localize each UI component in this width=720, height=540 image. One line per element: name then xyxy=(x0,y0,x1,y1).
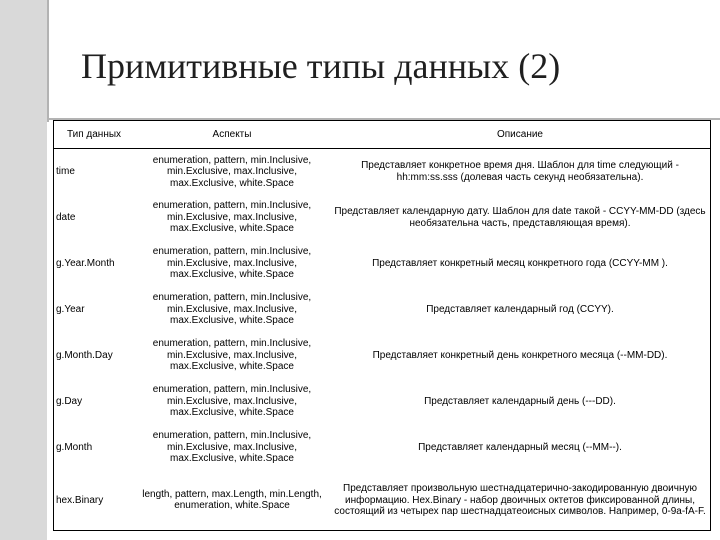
table-row xyxy=(54,471,711,531)
description-cell: Представляет календарную дату. Шаблон для date такой - CCYY-MM-DD (здесь необязательна часть, представляющая время). xyxy=(334,206,706,229)
type-name-cell: time xyxy=(56,166,75,177)
type-name-cell: hex.Binary xyxy=(56,494,104,506)
table-row xyxy=(54,149,711,195)
header-type: Тип данных xyxy=(54,121,135,149)
type-name-cell: g.Year.Month xyxy=(56,257,115,269)
description-cell: Представляет конкретный день конкретного месяца (--MM-DD). xyxy=(372,349,668,361)
description-cell: Представляет произвольную шестнадцатерично-закодированную двоичную информацию. Hex.Binary - набор двоичных октетов фиксированной длины, состоящий из четырех пар шестнадцатеоисных символов. Например, 0-9a-fA-F. xyxy=(334,483,706,517)
table-row xyxy=(54,195,711,241)
table-header-row xyxy=(54,121,711,149)
type-name-cell: g.Year xyxy=(56,303,85,315)
header-description: Описание xyxy=(330,121,711,149)
aspects-cell: enumeration, pattern, min.Inclusive, min.Exclusive, max.Inclusive, max.Exclusive, white.Space xyxy=(152,338,312,373)
table-row xyxy=(54,287,711,333)
type-name-cell: g.Day xyxy=(56,395,83,407)
slide-title: Примитивные типы данных (2) xyxy=(81,46,561,86)
primitive-types-table xyxy=(53,120,711,531)
table-row xyxy=(54,379,711,425)
type-name-cell: date xyxy=(56,211,76,223)
description-cell: Представляет календарный месяц (--MM--). xyxy=(418,441,622,453)
description-cell: Представляет конкретный месяц конкретного года (CCYY-MM ). xyxy=(372,257,668,269)
aspects-cell: enumeration, pattern, min.Inclusive, min.Exclusive, max.Inclusive, max.Exclusive, white.Space xyxy=(152,384,312,419)
aspects-cell: enumeration, pattern, min.Inclusive, min.Exclusive, max.Inclusive, max.Exclusive, white.Space xyxy=(152,292,312,327)
aspects-cell: enumeration, pattern, min.Inclusive, min.Exclusive, max.Inclusive, max.Exclusive, white.Space xyxy=(152,430,312,465)
aspects-cell: enumeration, pattern, min.Inclusive, min.Exclusive, max.Inclusive, max.Exclusive, white.Space xyxy=(152,246,312,281)
aspects-cell: enumeration, pattern, min.Inclusive, min.Exclusive, max.Inclusive, max.Exclusive, white.Space xyxy=(152,154,312,189)
title-vertical-rule xyxy=(47,0,49,122)
header-aspects: Аспекты xyxy=(134,121,330,149)
type-name-cell: g.Month xyxy=(56,441,93,453)
left-decorative-band xyxy=(0,0,47,540)
aspects-cell: length, pattern, max.Length, min.Length, enumeration, white.Space xyxy=(142,488,322,512)
aspects-cell: enumeration, pattern, min.Inclusive, min.Exclusive, max.Inclusive, max.Exclusive, white.Space xyxy=(152,200,312,235)
type-name-cell: g.Month.Day xyxy=(56,349,113,361)
description-cell: Представляет конкретное время дня. Шаблон для time следующий -hh:mm:ss.sss (долевая часть секунд необязательна). xyxy=(361,160,679,183)
table-row xyxy=(54,241,711,287)
description-cell: Представляет календарный год (CCYY). xyxy=(426,303,614,315)
description-cell: Представляет календарный день (---DD). xyxy=(424,395,616,407)
table-row xyxy=(54,333,711,379)
table-row xyxy=(54,425,711,471)
